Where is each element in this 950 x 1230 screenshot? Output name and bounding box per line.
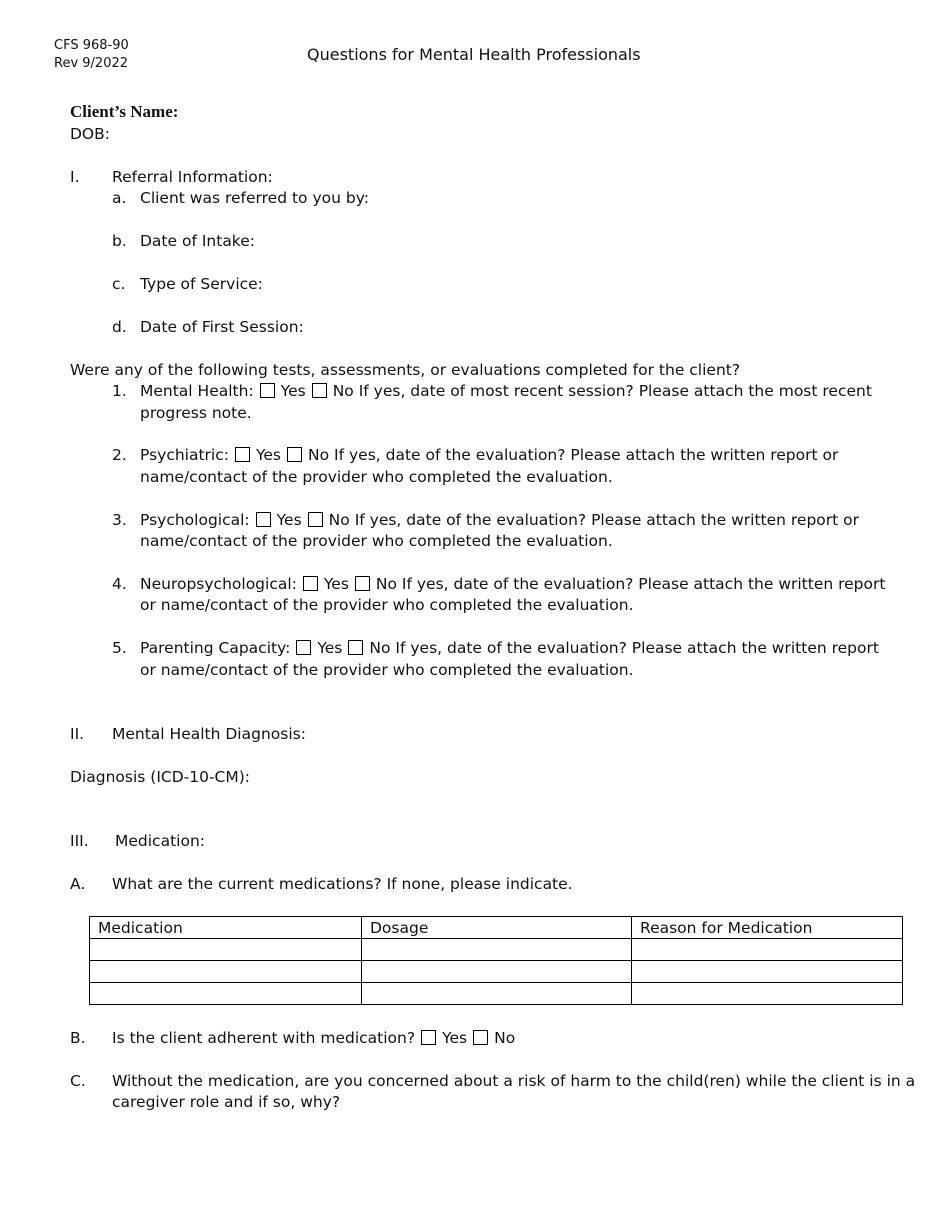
referral-c-letter: c. (112, 275, 126, 293)
test-5-label: Parenting Capacity: (140, 639, 291, 657)
diagnosis-label: Diagnosis (ICD-10-CM): (70, 768, 251, 786)
medication-cell[interactable] (90, 939, 362, 961)
header-reason: Reason for Medication (632, 917, 903, 939)
header-dosage: Dosage (362, 917, 632, 939)
adherence-b-letter: B. (70, 1029, 86, 1047)
test-3-line2: name/contact of the provider who completed the evaluation. (140, 532, 613, 550)
adherence-question: Is the client adherent with medication? (112, 1029, 416, 1047)
referral-b-letter: b. (112, 232, 127, 250)
test-2-line1 (140, 444, 838, 466)
test-3-text: If yes, date of the evaluation? Please attach the written report or (354, 511, 860, 529)
test-1-yes-label: Yes (280, 382, 306, 400)
test-1-label: Mental Health: (140, 382, 254, 400)
test-5-line1 (140, 637, 879, 659)
adherence-no-label: No (494, 1029, 516, 1047)
test-3-num: 3. (112, 511, 127, 529)
medication-a-letter: A. (70, 875, 86, 893)
test-5-yes-label: Yes (317, 639, 343, 657)
test-3-yes-label: Yes (276, 511, 302, 529)
section2-numeral: II. (70, 725, 85, 743)
client-name-label: Client’s Name: (70, 102, 179, 121)
medication-a-question: What are the current medications? If none, please indicate. (112, 875, 573, 893)
table-header-row (90, 917, 903, 939)
adherence-line (112, 1027, 515, 1049)
test-1-no-label: No (332, 382, 354, 400)
test-5-text: If yes, date of the evaluation? Please attach the written report (395, 639, 879, 657)
dosage-cell[interactable] (362, 961, 632, 983)
referral-c-label: Type of Service: (140, 275, 263, 293)
section2-title: Mental Health Diagnosis: (112, 725, 306, 743)
test-5-yes-checkbox[interactable] (296, 640, 311, 655)
test-2-no-label: No (308, 446, 330, 464)
test-5-line2: or name/contact of the provider who completed the evaluation. (140, 661, 634, 679)
test-4-yes-label: Yes (323, 575, 349, 593)
test-4-no-checkbox[interactable] (355, 576, 370, 591)
medication-table (89, 916, 903, 1005)
section1-numeral: I. (70, 168, 80, 186)
test-5-num: 5. (112, 639, 127, 657)
section3-title: Medication: (115, 832, 205, 850)
table-row (90, 983, 903, 1005)
medication-cell[interactable] (90, 961, 362, 983)
test-4-num: 4. (112, 575, 127, 593)
referral-a-letter: a. (112, 189, 127, 207)
test-2-yes-checkbox[interactable] (235, 447, 250, 462)
adherence-yes-checkbox[interactable] (421, 1030, 436, 1045)
reason-cell[interactable] (632, 939, 903, 961)
adherence-no-checkbox[interactable] (473, 1030, 488, 1045)
table-row (90, 961, 903, 983)
test-2-line2: name/contact of the provider who completed the evaluation. (140, 468, 613, 486)
dob-label: DOB: (70, 125, 110, 143)
test-4-text: If yes, date of the evaluation? Please attach the written report (401, 575, 886, 593)
test-2-text: If yes, date of the evaluation? Please attach the written report or (334, 446, 839, 464)
test-1-text: If yes, date of most recent session? Please attach the most recent (358, 382, 872, 400)
tests-question: Were any of the following tests, assessments, or evaluations completed for the client? (70, 361, 741, 379)
reason-cell[interactable] (632, 961, 903, 983)
test-3-no-checkbox[interactable] (308, 512, 323, 527)
test-1-line2: progress note. (140, 404, 252, 422)
test-1-yes-checkbox[interactable] (260, 383, 275, 398)
risk-c-letter: C. (70, 1072, 86, 1090)
test-2-label: Psychiatric: (140, 446, 229, 464)
adherence-yes-label: Yes (442, 1029, 468, 1047)
test-2-yes-label: Yes (255, 446, 282, 464)
referral-d-letter: d. (112, 318, 127, 336)
test-3-no-label: No (328, 511, 350, 529)
referral-b-label: Date of Intake: (140, 232, 255, 250)
dosage-cell[interactable] (362, 939, 632, 961)
referral-d-label: Date of First Session: (140, 318, 304, 336)
section1-title: Referral Information: (112, 168, 273, 186)
test-2-no-checkbox[interactable] (287, 447, 302, 462)
test-2-num: 2. (112, 446, 127, 464)
test-3-yes-checkbox[interactable] (256, 512, 271, 527)
form-revision: Rev 9/2022 (54, 56, 129, 71)
section3-numeral: III. (70, 832, 89, 850)
test-4-line1 (140, 573, 885, 595)
test-5-no-label: No (369, 639, 391, 657)
test-4-no-label: No (375, 575, 397, 593)
referral-a-label: Client was referred to you by: (140, 189, 369, 207)
reason-cell[interactable] (632, 983, 903, 1005)
page-title: Questions for Mental Health Professionals (307, 45, 641, 64)
medication-cell[interactable] (90, 983, 362, 1005)
test-3-label: Psychological: (140, 511, 250, 529)
test-4-line2: or name/contact of the provider who completed the evaluation. (140, 596, 634, 614)
dosage-cell[interactable] (362, 983, 632, 1005)
test-4-yes-checkbox[interactable] (303, 576, 318, 591)
table-row (90, 939, 903, 961)
test-5-no-checkbox[interactable] (348, 640, 363, 655)
test-1-no-checkbox[interactable] (312, 383, 327, 398)
test-1-line1 (140, 380, 872, 402)
header-medication: Medication (90, 917, 362, 939)
test-1-num: 1. (112, 382, 127, 400)
test-3-line1 (140, 509, 859, 531)
risk-question-line1: Without the medication, are you concerned about a risk of harm to the child(ren) while the client is in a (112, 1072, 916, 1090)
risk-question-line2: caregiver role and if so, why? (112, 1093, 341, 1111)
test-4-label: Neuropsychological: (140, 575, 297, 593)
form-code: CFS 968-90 (54, 38, 129, 53)
